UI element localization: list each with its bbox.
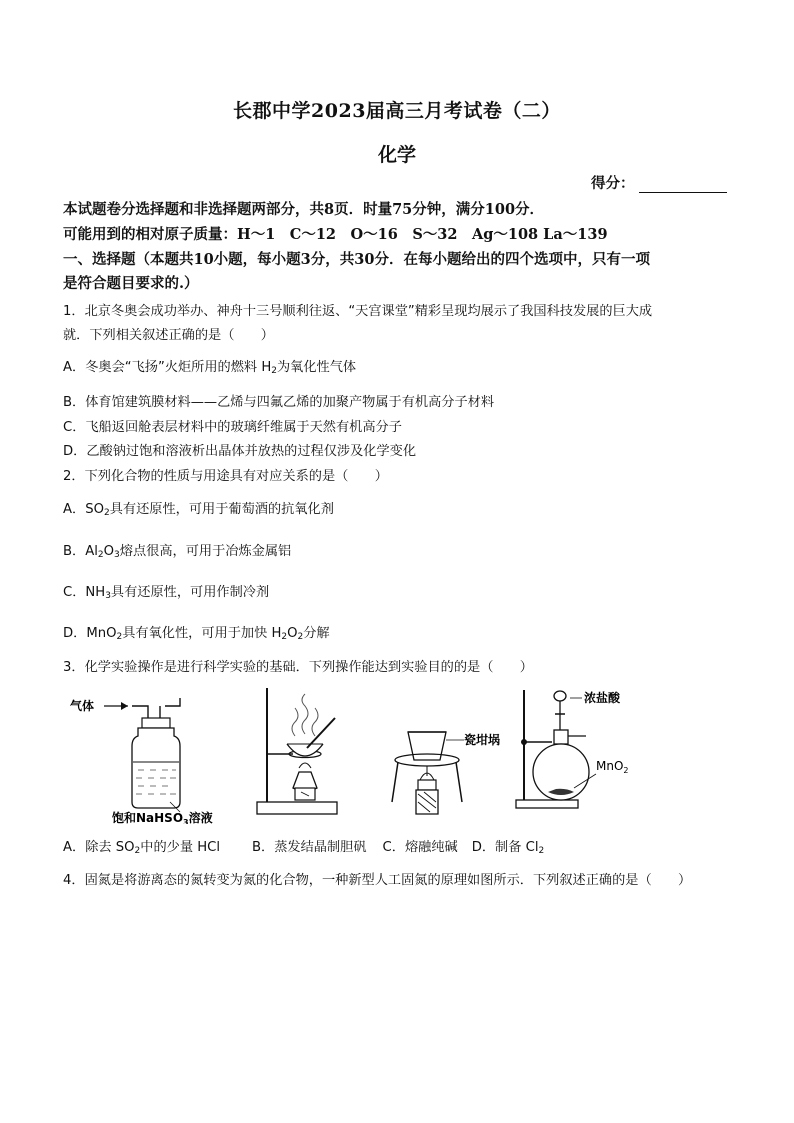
- q2-a-pre: A．SO: [63, 502, 104, 517]
- q3-options: [63, 836, 544, 855]
- q2-option-c: [63, 581, 269, 600]
- q1-option-c: C．飞船返回舱表层材料中的玻璃纤维属于天然有机高分子: [63, 420, 402, 435]
- q1-option-b: B．体育馆建筑膜材料——乙烯与四氟乙烯的加聚产物属于有机高分子材料: [63, 395, 495, 410]
- q4-stem: 4．固氮是将游离态的氮转变为氮的化合物，一种新型人工固氮的原理如图所示．下列叙述正确的是（ ）: [63, 873, 692, 888]
- q2-d-post: 分解: [303, 626, 330, 641]
- q2-option-a: [63, 498, 334, 517]
- q1-stem-a: 1．北京冬奥会成功举办、神舟十三号顺利往返、“天宫课堂”精彩呈现均展示了我国科技发展的巨大成: [63, 304, 653, 319]
- q3-a-post: 中的少量 HCl: [140, 840, 220, 855]
- exam-title: 长郡中学2023届高三月考试卷（二）: [233, 100, 561, 122]
- fig1-sol-text: 饱和NaHSO: [112, 811, 184, 824]
- q2-d-sub: 2: [116, 632, 123, 642]
- score-blank[interactable]: [639, 179, 727, 193]
- q2-d-pre: D．MnO: [63, 626, 117, 641]
- q2-a-sub: 2: [103, 508, 110, 518]
- q2-d-mid2: O: [287, 626, 298, 641]
- score-field: [591, 172, 727, 193]
- q3-a-sub: 2: [134, 846, 141, 856]
- atomic-mass-line: 可能用到的相对原子质量：H～1 C～12 O～16 S～32 Ag～108 La～139: [63, 226, 608, 243]
- section-heading-b: 是符合题目要求的.）: [63, 275, 199, 292]
- subject-title: 化学: [377, 144, 416, 166]
- instructions-line-1: 本试题卷分选择题和非选择题两部分，共8页．时量75分钟，满分100分．: [63, 201, 545, 218]
- fig1-gas-label: 气体: [70, 699, 95, 713]
- q3-d-pre: D．制备 Cl: [471, 840, 539, 855]
- q2-c-sub: 3: [105, 591, 111, 601]
- q3-stem: 3．化学实验操作是进行科学实验的基础．下列操作能达到实验目的的是（ ）: [63, 660, 533, 675]
- q1-a-sub: 2: [271, 366, 277, 376]
- q2-d-sub2: 2: [281, 632, 288, 642]
- figure-chlorine-apparatus: [512, 684, 642, 824]
- fig1-sol-post: 溶液: [188, 811, 213, 824]
- fig1-sol-sub: 3: [183, 818, 189, 824]
- fig4-mno2-label: [596, 759, 629, 775]
- q2-option-d: [63, 622, 330, 641]
- q2-c-pre: C．NH: [63, 585, 106, 600]
- q2-b-pre: B．Al: [63, 544, 98, 559]
- q3-d-sub: 2: [538, 846, 545, 856]
- q3-option-c: C．熔融纯碱: [382, 840, 458, 855]
- q2-c-post: 具有还原性，可用作制冷剂: [110, 585, 270, 600]
- section-heading-a: 一、选择题（本题共10小题，每小题3分，共30分．在每小题给出的四个选项中，只有一项: [63, 251, 650, 268]
- q2-d-mid: 具有氧化性，可用于加快 H: [122, 626, 282, 641]
- q2-b-sub1: 2: [97, 550, 104, 560]
- figure-evaporation-setup: [247, 684, 367, 824]
- figure-crucible-setup: [380, 684, 510, 824]
- fig4-acid-label: 浓盐酸: [584, 691, 621, 705]
- q3-figures: [62, 684, 632, 824]
- fig4-mno2-sub: 2: [623, 766, 629, 775]
- q3-a-pre: A．除去 SO: [63, 840, 135, 855]
- q2-d-sub3: 2: [297, 632, 304, 642]
- q1-a-text: A．冬奥会“飞扬”火炬所用的燃料 H: [63, 360, 272, 375]
- score-label: 得分：: [591, 175, 635, 192]
- q2-b-mid: O: [103, 544, 115, 559]
- q2-b-sub2: 3: [114, 550, 120, 560]
- figure-gas-washing-bottle: [62, 684, 237, 824]
- q2-stem: 2．下列化合物的性质与用途具有对应关系的是（ ）: [63, 469, 388, 484]
- q1-option-d: D．乙酸钠过饱和溶液析出晶体并放热的过程仅涉及化学变化: [63, 444, 417, 459]
- q2-a-post: 具有还原性，可用于葡萄酒的抗氧化剂: [109, 502, 334, 517]
- q1-stem-b: 就．下列相关叙述正确的是（ ）: [63, 328, 274, 343]
- fig3-crucible-label: 瓷坩埚: [464, 733, 501, 747]
- q1-a-post: 为氧化性气体: [276, 360, 357, 375]
- fig4-mno2-text: MnO: [596, 759, 624, 773]
- fig1-solution-label: [112, 810, 213, 824]
- q2-b-post: 熔点很高，可用于冶炼金属铝: [119, 544, 292, 559]
- q2-option-b: [63, 540, 291, 559]
- q3-option-b: B．蒸发结晶制胆矾: [252, 840, 367, 855]
- q1-option-a: [63, 356, 356, 375]
